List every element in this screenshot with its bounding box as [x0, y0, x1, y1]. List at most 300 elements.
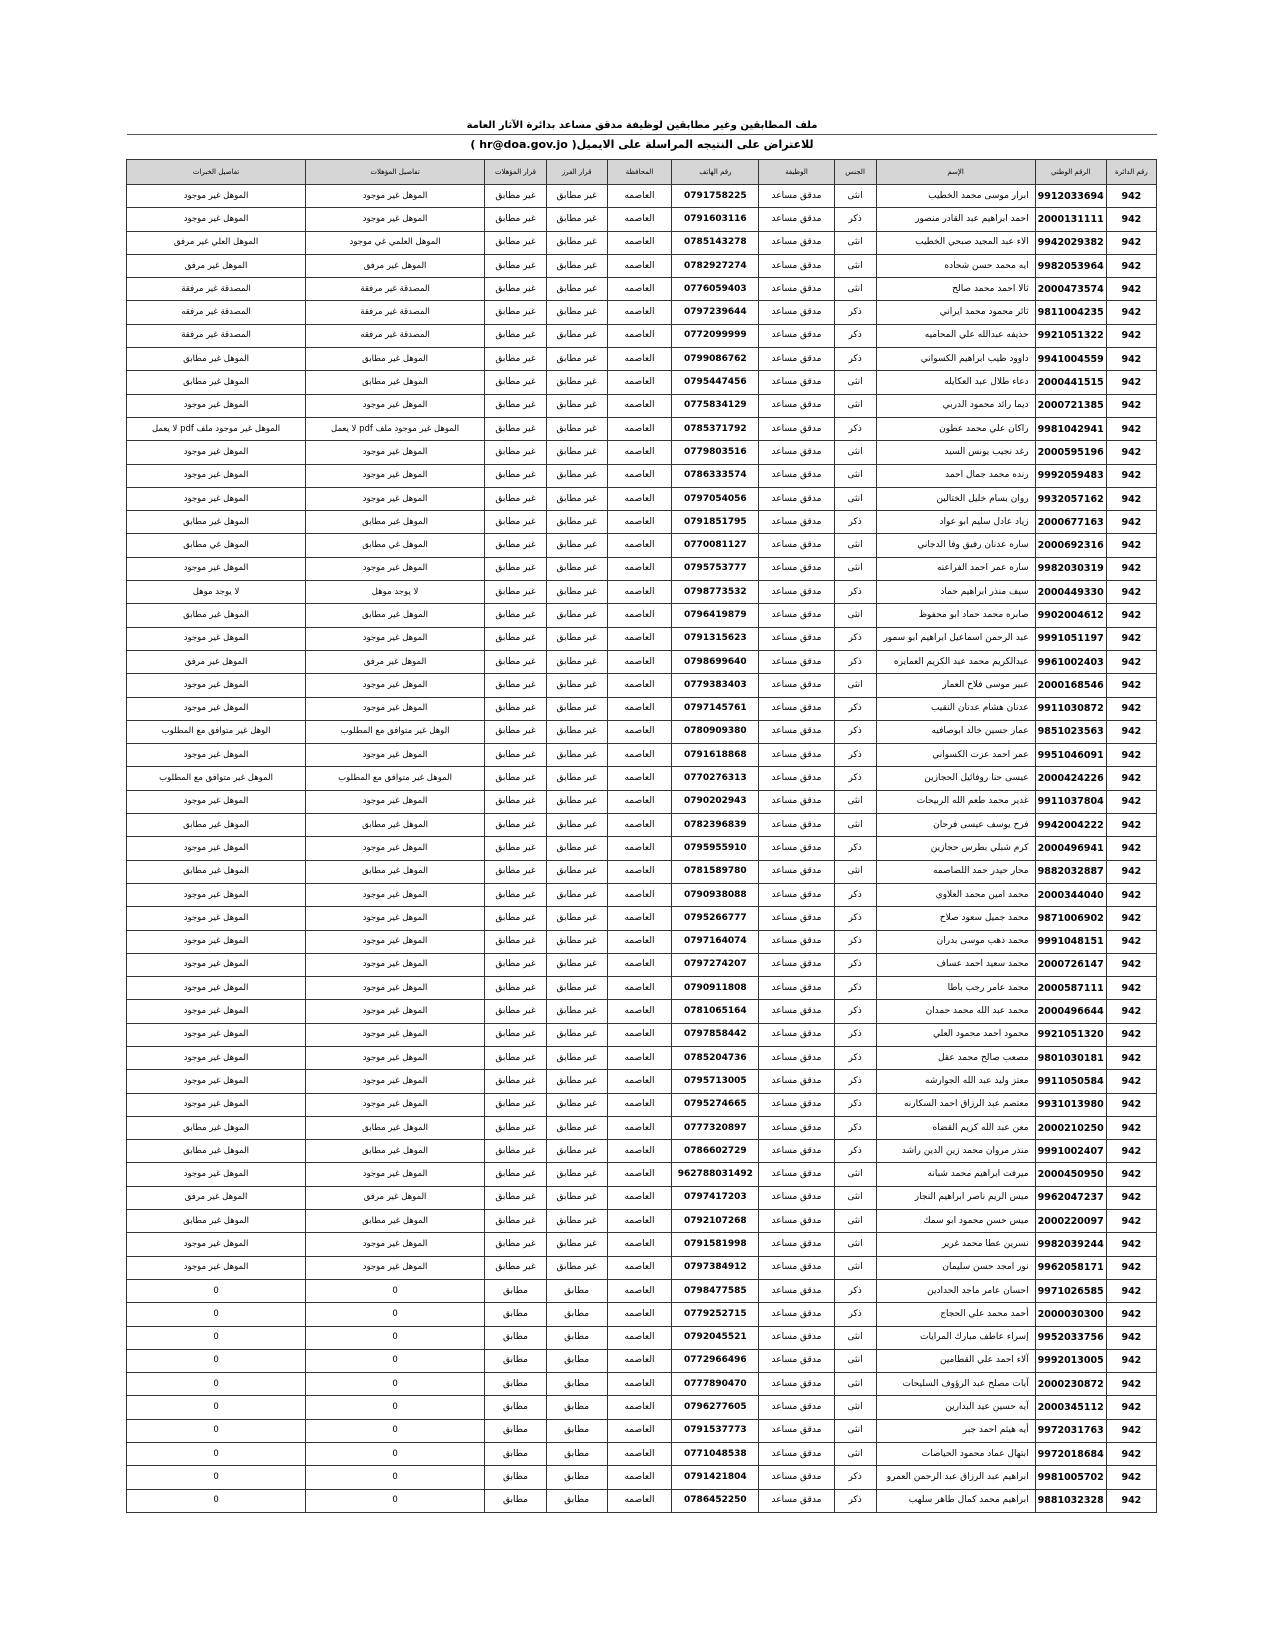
governorate-cell: العاصمه	[607, 930, 672, 953]
job-title-cell: مدقق مساعد	[759, 883, 834, 906]
qualification-decision-cell: مطابق	[485, 1396, 547, 1419]
sorting-decision-cell: مطابق	[546, 1466, 607, 1489]
table-row	[127, 348, 1157, 371]
job-title-cell: مدقق مساعد	[759, 348, 834, 371]
sorting-decision-cell: غير مطابق	[546, 534, 607, 557]
qualification-decision-cell: مطابق	[485, 1373, 547, 1396]
sorting-decision-cell: غير مطابق	[546, 511, 607, 534]
qualification-details-cell: الموهل غير مطابق	[306, 371, 485, 394]
sorting-decision-cell: غير مطابق	[546, 301, 607, 324]
document-title: ملف المطابقين وغير مطابقين لوظيفة مدقق مساعد بدائرة الآثار العامة	[466, 120, 818, 131]
national-id-cell: 2000168546	[1035, 674, 1106, 697]
gender-cell: انثى	[834, 604, 876, 627]
qualification-decision-cell: غير مطابق	[485, 907, 547, 930]
gender-cell: ذكر	[834, 720, 876, 743]
qualification-decision-cell: غير مطابق	[485, 697, 547, 720]
national-id-cell: 2000441515	[1035, 371, 1106, 394]
phone-number-cell: 962788031492	[672, 1163, 759, 1186]
header-qualification-decision: قرار المؤهلات	[485, 160, 547, 185]
qualification-details-cell: المصدقة غير مرفقة	[306, 301, 485, 324]
phone-number-cell: 0770081127	[672, 534, 759, 557]
table-row	[127, 185, 1157, 208]
applicant-name-cell: أحمد محمد علي الحجاج	[876, 1303, 1035, 1326]
experience-details-cell: الموهل غير موجود	[127, 744, 306, 767]
applicant-name-cell: غدير محمد طعم الله الربيحات	[876, 790, 1035, 813]
department-number-cell: 942	[1106, 1466, 1156, 1489]
governorate-cell: العاصمه	[607, 487, 672, 510]
applicant-name-cell: صابره محمد حماد ابو محفوظ	[876, 604, 1035, 627]
phone-number-cell: 0791537773	[672, 1419, 759, 1442]
sorting-decision-cell: غير مطابق	[546, 1093, 607, 1116]
table-body	[127, 185, 1157, 1513]
governorate-cell: العاصمه	[607, 627, 672, 650]
job-title-cell: مدقق مساعد	[759, 231, 834, 254]
qualification-details-cell: 0	[306, 1396, 485, 1419]
sorting-decision-cell: غير مطابق	[546, 441, 607, 464]
qualification-details-cell: الموهل العلمي غي موجود	[306, 231, 485, 254]
governorate-cell: العاصمه	[607, 1186, 672, 1209]
table-row	[127, 301, 1157, 324]
qualification-details-cell: الموهل غير مطابق	[306, 348, 485, 371]
table-row	[127, 231, 1157, 254]
table-row	[127, 1466, 1157, 1489]
applicant-name-cell: عبير موسى فلاح العمار	[876, 674, 1035, 697]
experience-details-cell: الموهل غير مطابق	[127, 860, 306, 883]
national-id-cell: 2000345112	[1035, 1396, 1106, 1419]
job-title-cell: مدقق مساعد	[759, 837, 834, 860]
header-phone: رقم الهاتف	[672, 160, 759, 185]
applicant-name-cell: معتصم عبد الرزاق احمد السكارنه	[876, 1093, 1035, 1116]
national-id-cell: 9992059483	[1035, 464, 1106, 487]
phone-number-cell: 0781589780	[672, 860, 759, 883]
sorting-decision-cell: غير مطابق	[546, 487, 607, 510]
sorting-decision-cell: غير مطابق	[546, 977, 607, 1000]
qualification-decision-cell: غير مطابق	[485, 790, 547, 813]
sorting-decision-cell: غير مطابق	[546, 697, 607, 720]
table-row	[127, 394, 1157, 417]
sorting-decision-cell: مطابق	[546, 1279, 607, 1302]
applicant-name-cell: ميرفت ابراهيم محمد شبانه	[876, 1163, 1035, 1186]
table-row	[127, 977, 1157, 1000]
governorate-cell: العاصمه	[607, 348, 672, 371]
phone-number-cell: 0776059403	[672, 278, 759, 301]
job-title-cell: مدقق مساعد	[759, 301, 834, 324]
applicant-name-cell: إسراء عاطف مبارك المرايات	[876, 1326, 1035, 1349]
governorate-cell: العاصمه	[607, 837, 672, 860]
department-number-cell: 942	[1106, 417, 1156, 440]
job-title-cell: مدقق مساعد	[759, 1233, 834, 1256]
experience-details-cell: 0	[127, 1489, 306, 1512]
gender-cell: انثى	[834, 278, 876, 301]
governorate-cell: العاصمه	[607, 1070, 672, 1093]
qualification-decision-cell: غير مطابق	[485, 1046, 547, 1069]
qualification-details-cell: 0	[306, 1443, 485, 1466]
sorting-decision-cell: غير مطابق	[546, 464, 607, 487]
governorate-cell: العاصمه	[607, 1233, 672, 1256]
gender-cell: ذكر	[834, 1046, 876, 1069]
national-id-cell: 2000131111	[1035, 208, 1106, 231]
department-number-cell: 942	[1106, 185, 1156, 208]
qualification-details-cell: الموهل غير موجود	[306, 674, 485, 697]
sorting-decision-cell: غير مطابق	[546, 814, 607, 837]
phone-number-cell: 0779803516	[672, 441, 759, 464]
department-number-cell: 942	[1106, 1419, 1156, 1442]
table-row	[127, 1326, 1157, 1349]
phone-number-cell: 0795753777	[672, 557, 759, 580]
qualification-decision-cell: غير مطابق	[485, 1186, 547, 1209]
experience-details-cell: الموهل غير موجود	[127, 464, 306, 487]
table-row	[127, 1163, 1157, 1186]
job-title-cell: مدقق مساعد	[759, 953, 834, 976]
phone-number-cell: 0779252715	[672, 1303, 759, 1326]
gender-cell: ذكر	[834, 1489, 876, 1512]
experience-details-cell: الموهل غير موجود	[127, 1000, 306, 1023]
job-title-cell: مدقق مساعد	[759, 604, 834, 627]
qualification-details-cell: الموهل غير موجود	[306, 627, 485, 650]
national-id-cell: 9962058171	[1035, 1256, 1106, 1279]
department-number-cell: 942	[1106, 744, 1156, 767]
department-number-cell: 942	[1106, 1233, 1156, 1256]
job-title-cell: مدقق مساعد	[759, 650, 834, 673]
department-number-cell: 942	[1106, 394, 1156, 417]
qualification-decision-cell: غير مطابق	[485, 1210, 547, 1233]
sorting-decision-cell: مطابق	[546, 1373, 607, 1396]
qualification-decision-cell: مطابق	[485, 1489, 547, 1512]
qualification-details-cell: الموهل غير موجود	[306, 1023, 485, 1046]
qualification-details-cell: الموهل غير موجود	[306, 837, 485, 860]
experience-details-cell: الموهل غير موجود	[127, 930, 306, 953]
governorate-cell: العاصمه	[607, 1466, 672, 1489]
experience-details-cell: الموهل غير مطابق	[127, 1116, 306, 1139]
sorting-decision-cell: غير مطابق	[546, 254, 607, 277]
gender-cell: ذكر	[834, 650, 876, 673]
phone-number-cell: 0771048538	[672, 1443, 759, 1466]
department-number-cell: 942	[1106, 487, 1156, 510]
applicant-name-cell: راكان علي محمد عطون	[876, 417, 1035, 440]
governorate-cell: العاصمه	[607, 907, 672, 930]
applicant-name-cell: محمد جميل سعود صلاح	[876, 907, 1035, 930]
experience-details-cell: الموهل غير موجود	[127, 394, 306, 417]
table-row	[127, 417, 1157, 440]
phone-number-cell: 0797274207	[672, 953, 759, 976]
experience-details-cell: الموهل غير مرفق	[127, 254, 306, 277]
qualification-details-cell: الموهل غير موجود	[306, 394, 485, 417]
table-row	[127, 464, 1157, 487]
qualification-details-cell: الموهل غير موجود	[306, 464, 485, 487]
header-gender: الجنس	[834, 160, 876, 185]
sorting-decision-cell: غير مطابق	[546, 324, 607, 347]
phone-number-cell: 0795266777	[672, 907, 759, 930]
qualification-decision-cell: غير مطابق	[485, 1070, 547, 1093]
sorting-decision-cell: غير مطابق	[546, 1210, 607, 1233]
governorate-cell: العاصمه	[607, 860, 672, 883]
applicant-name-cell: نور امجد حسن سليمان	[876, 1256, 1035, 1279]
gender-cell: ذكر	[834, 581, 876, 604]
sorting-decision-cell: غير مطابق	[546, 674, 607, 697]
job-title-cell: مدقق مساعد	[759, 720, 834, 743]
national-id-cell: 9991002407	[1035, 1140, 1106, 1163]
phone-number-cell: 0791581998	[672, 1233, 759, 1256]
qualification-decision-cell: غير مطابق	[485, 1023, 547, 1046]
gender-cell: ذكر	[834, 1466, 876, 1489]
experience-details-cell: الموهل غي مطابق	[127, 534, 306, 557]
sorting-decision-cell: غير مطابق	[546, 720, 607, 743]
department-number-cell: 942	[1106, 371, 1156, 394]
experience-details-cell: الموهل غير مرفق	[127, 650, 306, 673]
qualification-decision-cell: غير مطابق	[485, 744, 547, 767]
sorting-decision-cell: غير مطابق	[546, 860, 607, 883]
table-row	[127, 1419, 1157, 1442]
governorate-cell: العاصمه	[607, 1396, 672, 1419]
experience-details-cell: الموهل غير موجود	[127, 1163, 306, 1186]
applicant-name-cell: معتز وليد عبد الله الجوارشه	[876, 1070, 1035, 1093]
applicant-name-cell: ثالا احمد محمد صالح	[876, 278, 1035, 301]
job-title-cell: مدقق مساعد	[759, 627, 834, 650]
phone-number-cell: 0786602729	[672, 1140, 759, 1163]
qualification-details-cell: الموهل غير موجود	[306, 185, 485, 208]
applicant-name-cell: محمد عبد الله محمد حمدان	[876, 1000, 1035, 1023]
qualification-details-cell: الموهل غير موجود	[306, 557, 485, 580]
governorate-cell: العاصمه	[607, 324, 672, 347]
governorate-cell: العاصمه	[607, 185, 672, 208]
department-number-cell: 942	[1106, 1349, 1156, 1372]
job-title-cell: مدقق مساعد	[759, 557, 834, 580]
qualification-details-cell: 0	[306, 1326, 485, 1349]
department-number-cell: 942	[1106, 278, 1156, 301]
experience-details-cell: 0	[127, 1419, 306, 1442]
phone-number-cell: 0772966496	[672, 1349, 759, 1372]
job-title-cell: مدقق مساعد	[759, 185, 834, 208]
governorate-cell: العاصمه	[607, 1140, 672, 1163]
phone-number-cell: 0772099999	[672, 324, 759, 347]
department-number-cell: 942	[1106, 604, 1156, 627]
phone-number-cell: 0791315623	[672, 627, 759, 650]
qualification-details-cell: الموهل غير موجود	[306, 883, 485, 906]
header-experience-details: تفاصيل الخبرات	[127, 160, 306, 185]
phone-number-cell: 0782927274	[672, 254, 759, 277]
experience-details-cell: الموهل العلي غير مرفق	[127, 231, 306, 254]
job-title-cell: مدقق مساعد	[759, 744, 834, 767]
applicant-name-cell: عمر احمد عزت الكسواني	[876, 744, 1035, 767]
phone-number-cell: 0786333574	[672, 464, 759, 487]
national-id-cell: 9871006902	[1035, 907, 1106, 930]
qualification-decision-cell: غير مطابق	[485, 1093, 547, 1116]
phone-number-cell: 0795274665	[672, 1093, 759, 1116]
national-id-cell: 9911050584	[1035, 1070, 1106, 1093]
qualification-details-cell: الموهل غير متوافق مع المطلوب	[306, 767, 485, 790]
experience-details-cell: المصدقة غير مرفقة	[127, 278, 306, 301]
job-title-cell: مدقق مساعد	[759, 930, 834, 953]
experience-details-cell: الموهل غير متوافق مع المطلوب	[127, 767, 306, 790]
qualification-decision-cell: غير مطابق	[485, 301, 547, 324]
gender-cell: ذكر	[834, 1093, 876, 1116]
governorate-cell: العاصمه	[607, 674, 672, 697]
applicant-name-cell: عبد الرحمن اسماعيل ابراهيم ابو سمور	[876, 627, 1035, 650]
table-row	[127, 1256, 1157, 1279]
table-row	[127, 278, 1157, 301]
national-id-cell: 9921051322	[1035, 324, 1106, 347]
table-row	[127, 1373, 1157, 1396]
department-number-cell: 942	[1106, 1373, 1156, 1396]
gender-cell: انثى	[834, 441, 876, 464]
qualification-decision-cell: مطابق	[485, 1419, 547, 1442]
phone-number-cell: 0785143278	[672, 231, 759, 254]
qualification-decision-cell: مطابق	[485, 1279, 547, 1302]
applicant-name-cell: محار حيدر حمد اللصاصمه	[876, 860, 1035, 883]
experience-details-cell: الموهل غير موجود	[127, 674, 306, 697]
gender-cell: انثى	[834, 1349, 876, 1372]
governorate-cell: العاصمه	[607, 441, 672, 464]
qualification-details-cell: الموهل غير موجود ملف pdf لا يعمل	[306, 417, 485, 440]
applicant-name-cell: حذيفه عبدالله علي المحاميه	[876, 324, 1035, 347]
job-title-cell: مدقق مساعد	[759, 697, 834, 720]
national-id-cell: 9982039244	[1035, 1233, 1106, 1256]
phone-number-cell: 0797054056	[672, 487, 759, 510]
applicant-name-cell: ساره عدنان رفيق وفا الدجاني	[876, 534, 1035, 557]
qualification-decision-cell: غير مطابق	[485, 1116, 547, 1139]
table-row	[127, 1349, 1157, 1372]
applicant-name-cell: الاء عبد المجيد صبحي الخطيب	[876, 231, 1035, 254]
qualification-decision-cell: غير مطابق	[485, 1000, 547, 1023]
governorate-cell: العاصمه	[607, 1093, 672, 1116]
job-title-cell: مدقق مساعد	[759, 1326, 834, 1349]
sorting-decision-cell: غير مطابق	[546, 767, 607, 790]
table-row	[127, 1489, 1157, 1512]
experience-details-cell: الموهل غير مطابق	[127, 814, 306, 837]
sorting-decision-cell: غير مطابق	[546, 627, 607, 650]
department-number-cell: 942	[1106, 1186, 1156, 1209]
national-id-cell: 9971026585	[1035, 1279, 1106, 1302]
experience-details-cell: الموهل غير موجود	[127, 557, 306, 580]
phone-number-cell: 0786452250	[672, 1489, 759, 1512]
national-id-cell: 9972031763	[1035, 1419, 1106, 1442]
job-title-cell: مدقق مساعد	[759, 1279, 834, 1302]
table-row	[127, 930, 1157, 953]
applicant-name-cell: ميس حسن محمود ابو سمك	[876, 1210, 1035, 1233]
title-divider	[127, 134, 1157, 135]
national-id-cell: 2000210250	[1035, 1116, 1106, 1139]
applicant-name-cell: ابرار موسى محمد الخطيب	[876, 185, 1035, 208]
table-row	[127, 604, 1157, 627]
national-id-cell: 9951046091	[1035, 744, 1106, 767]
gender-cell: ذكر	[834, 511, 876, 534]
qualification-decision-cell: غير مطابق	[485, 1256, 547, 1279]
applicant-name-cell: محمود احمد محمود العلي	[876, 1023, 1035, 1046]
table-header-row	[127, 160, 1157, 185]
national-id-cell: 9962047237	[1035, 1186, 1106, 1209]
gender-cell: انثى	[834, 790, 876, 813]
qualification-details-cell: الموهل غير موجود	[306, 907, 485, 930]
job-title-cell: مدقق مساعد	[759, 371, 834, 394]
gender-cell: انثى	[834, 394, 876, 417]
qualification-decision-cell: غير مطابق	[485, 720, 547, 743]
applicant-name-cell: ابراهيم عبد الرزاق عبد الرحمن العمرو	[876, 1466, 1035, 1489]
department-number-cell: 942	[1106, 1256, 1156, 1279]
phone-number-cell: 0785371792	[672, 417, 759, 440]
table-row	[127, 511, 1157, 534]
governorate-cell: العاصمه	[607, 953, 672, 976]
national-id-cell: 2000473574	[1035, 278, 1106, 301]
table-row	[127, 953, 1157, 976]
national-id-cell: 9972018684	[1035, 1443, 1106, 1466]
job-title-cell: مدقق مساعد	[759, 907, 834, 930]
department-number-cell: 942	[1106, 1303, 1156, 1326]
qualification-decision-cell: غير مطابق	[485, 650, 547, 673]
phone-number-cell: 0796419879	[672, 604, 759, 627]
national-id-cell: 9921051320	[1035, 1023, 1106, 1046]
qualification-decision-cell: غير مطابق	[485, 837, 547, 860]
experience-details-cell: المصدقة غير مرفقه	[127, 301, 306, 324]
governorate-cell: العاصمه	[607, 1279, 672, 1302]
qualification-details-cell: الموهل غي مطابق	[306, 534, 485, 557]
table-row	[127, 324, 1157, 347]
experience-details-cell: الوهل غير متوافق مع المطلوب	[127, 720, 306, 743]
sorting-decision-cell: غير مطابق	[546, 930, 607, 953]
governorate-cell: العاصمه	[607, 650, 672, 673]
header-name: الإسم	[876, 160, 1035, 185]
phone-number-cell: 0795955910	[672, 837, 759, 860]
qualification-details-cell: الموهل غير موجود	[306, 1163, 485, 1186]
sorting-decision-cell: غير مطابق	[546, 1023, 607, 1046]
experience-details-cell: الموهل غير موجود	[127, 208, 306, 231]
table-row	[127, 814, 1157, 837]
table-row	[127, 744, 1157, 767]
sorting-decision-cell: غير مطابق	[546, 907, 607, 930]
qualification-details-cell: الموهل غير موجود	[306, 1093, 485, 1116]
phone-number-cell: 0790938088	[672, 883, 759, 906]
phone-number-cell: 0797417203	[672, 1186, 759, 1209]
national-id-cell: 9881032328	[1035, 1489, 1106, 1512]
national-id-cell: 9982053964	[1035, 254, 1106, 277]
qualification-decision-cell: غير مطابق	[485, 1233, 547, 1256]
governorate-cell: العاصمه	[607, 767, 672, 790]
job-title-cell: مدقق مساعد	[759, 1303, 834, 1326]
applicant-name-cell: ايه محمد حسن شحاده	[876, 254, 1035, 277]
gender-cell: ذكر	[834, 883, 876, 906]
gender-cell: انثى	[834, 1256, 876, 1279]
sorting-decision-cell: مطابق	[546, 1489, 607, 1512]
job-title-cell: مدقق مساعد	[759, 674, 834, 697]
sorting-decision-cell: غير مطابق	[546, 744, 607, 767]
qualification-decision-cell: غير مطابق	[485, 977, 547, 1000]
qualification-details-cell: الموهل غير موجود	[306, 744, 485, 767]
sorting-decision-cell: مطابق	[546, 1326, 607, 1349]
gender-cell: انثى	[834, 1373, 876, 1396]
table-row	[127, 883, 1157, 906]
applicant-name-cell: محمد ذهب موسى بدران	[876, 930, 1035, 953]
sorting-decision-cell: غير مطابق	[546, 185, 607, 208]
gender-cell: انثى	[834, 534, 876, 557]
national-id-cell: 9912033694	[1035, 185, 1106, 208]
qualification-details-cell: الموهل غير مرفق	[306, 254, 485, 277]
qualification-details-cell: الموهل غير موجود	[306, 1000, 485, 1023]
gender-cell: انثى	[834, 1186, 876, 1209]
job-title-cell: مدقق مساعد	[759, 1093, 834, 1116]
experience-details-cell: الموهل غير مطابق	[127, 604, 306, 627]
experience-details-cell: الموهل غير موجود	[127, 977, 306, 1000]
gender-cell: انثى	[834, 1443, 876, 1466]
experience-details-cell: الموهل غير مطابق	[127, 1210, 306, 1233]
gender-cell: انثى	[834, 1210, 876, 1233]
qualification-decision-cell: غير مطابق	[485, 231, 547, 254]
governorate-cell: العاصمه	[607, 1256, 672, 1279]
department-number-cell: 942	[1106, 1000, 1156, 1023]
governorate-cell: العاصمه	[607, 977, 672, 1000]
gender-cell: ذكر	[834, 1000, 876, 1023]
sorting-decision-cell: غير مطابق	[546, 883, 607, 906]
governorate-cell: العاصمه	[607, 464, 672, 487]
job-title-cell: مدقق مساعد	[759, 1396, 834, 1419]
